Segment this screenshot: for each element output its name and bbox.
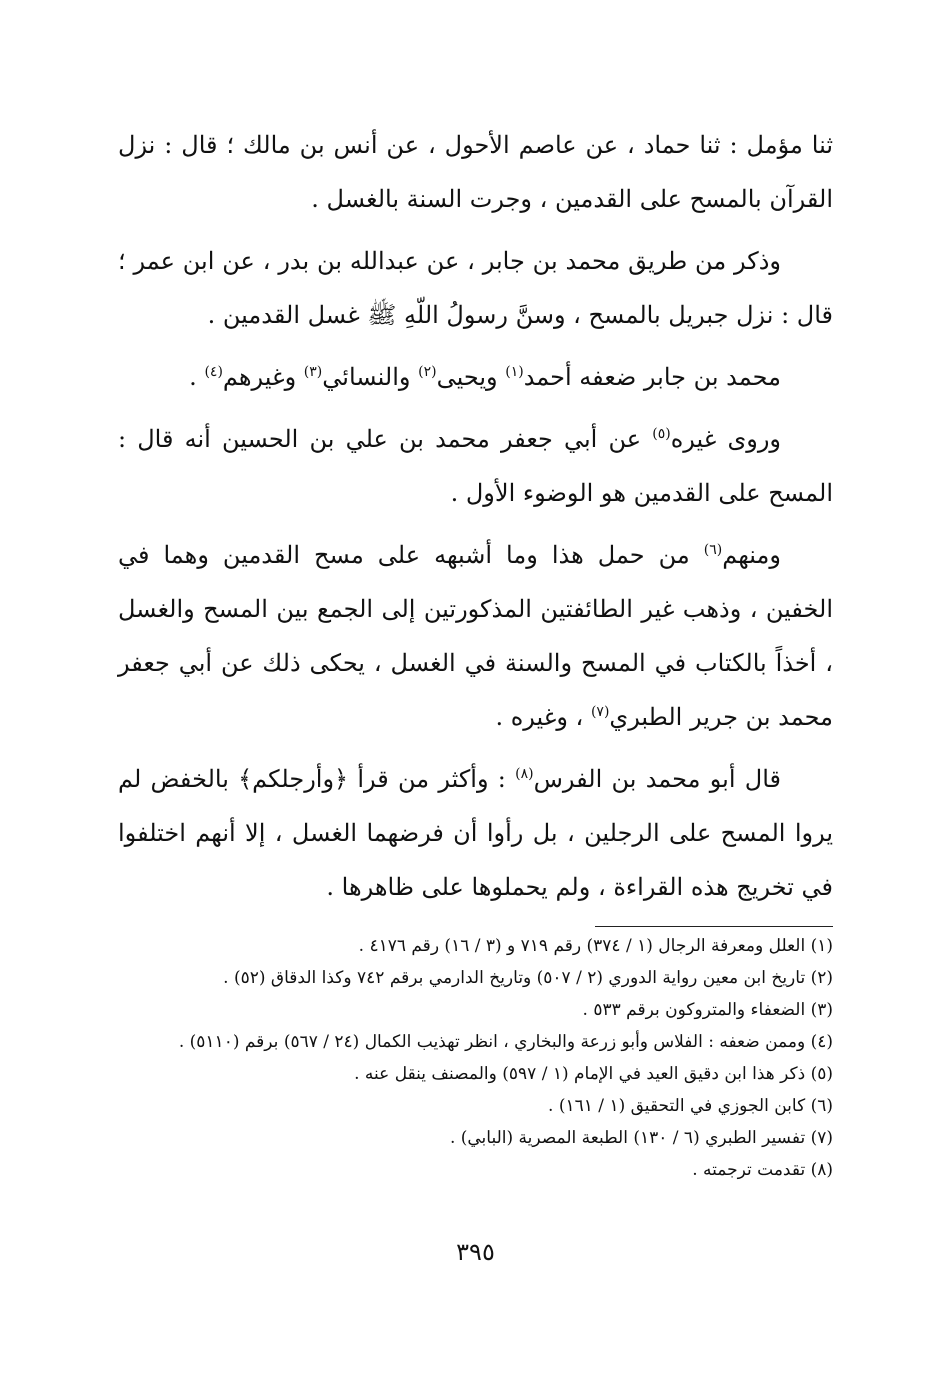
footnote-separator — [595, 926, 833, 927]
footnote-3: (٣) الضعفاء والمتروكون برقم ٥٣٣ . — [582, 1000, 833, 1020]
paragraph-3-text: ويحيى — [436, 363, 506, 391]
footnote-2: (٢) تاريخ ابن معين رواية الدوري (٢ / ٥٠٧) وتاريخ الدارمي برقم ٧٤٢ وكذا الدقاق (٥٢) . — [223, 968, 833, 988]
footnote-4: (٤) وممن ضعفه : الفلاس وأبو زرعة والبخاري ، انظر تهذيب الكمال (٢٤ / ٥٦٧) برقم (٥١١٠) . — [178, 1032, 833, 1052]
footnote-6: (٦) كابن الجوزي في التحقيق (١ / ١٦١) . — [548, 1096, 833, 1116]
footnote-marker-2[interactable]: (٢) — [418, 364, 437, 380]
paragraph-3 — [118, 350, 833, 404]
footnote-marker-4[interactable]: (٤) — [204, 364, 223, 380]
footnote-marker-3[interactable]: (٣) — [303, 364, 323, 380]
footnote-marker-1[interactable]: (١) — [505, 364, 524, 380]
paragraph-5-text: ، وغيره . — [495, 703, 591, 731]
paragraph-5 — [118, 528, 833, 744]
footnote-marker-5[interactable]: (٥) — [652, 426, 671, 442]
main-text — [118, 118, 833, 922]
footnote-marker-6[interactable]: (٦) — [703, 542, 723, 558]
footnote-marker-7[interactable]: (٧) — [590, 704, 610, 720]
paragraph-1: ثنا مؤمل : ثنا حماد ، عن عاصم الأحول ، عن أنس بن مالك ؛ قال : نزل القرآن بالمسح على القدمين ، وجرت السنة بالغسل . — [118, 131, 833, 213]
paragraph-3-text: وغيرهم — [222, 363, 304, 391]
paragraph-3-text: والنسائي — [322, 363, 419, 391]
paragraph-6-text: : وأكثر من قرأ ﴿وأرجلكم﴾ بالخفض لم يروا المسح على الرجلين ، بل رأوا أن فرضهما الغسل ، إلا أنهم اختلفوا في تخريج هذه القراءة ، ولم يحملوها على ظاهرها . — [118, 765, 833, 901]
page-number: ٣٩٥ — [456, 1238, 495, 1266]
footnote-1: (١) العلل ومعرفة الرجال (١ / ٣٧٤) رقم ٧١٩ و (٣ / ١٦) رقم ٤١٧٦ . — [358, 936, 833, 956]
footnote-marker-8[interactable]: (٨) — [515, 766, 534, 782]
paragraph-3-text: محمد بن جابر ضعفه أحمد — [523, 363, 781, 391]
paragraph-2: وذكر من طريق محمد بن جابر ، عن عبدالله بن بدر ، عن ابن عمر ؛ قال : نزل جبريل بالمسح ، وسنَّ رسولُ اللّهِ ﷺ غسل القدمين . — [118, 247, 833, 329]
footnote-5: (٥) ذكر هذا ابن دقيق العيد في الإمام (١ / ٥٩٧) والمصنف ينقل عنه . — [354, 1064, 833, 1084]
paragraph-4-text: عن أبي جعفر محمد بن علي بن الحسين أنه قال : المسح على القدمين هو الوضوء الأول . — [118, 425, 833, 507]
paragraph-5-text: من حمل هذا وما أشبهه على مسح القدمين وهما في الخفين ، وذهب غير الطائفتين المذكورتين إلى الجمع بين المسح والغسل ، أخذاً بالكتاب في المسح والسنة في الغسل ، يحكى ذلك عن أبي جعفر محمد بن جرير الطبري — [118, 541, 834, 731]
footnote-7: (٧) تفسير الطبري (٦ / ١٣٠) الطبعة المصرية (البابي) . — [449, 1128, 833, 1148]
paragraph-4 — [118, 412, 833, 520]
paragraph-5-text: ومنهم — [722, 541, 781, 569]
paragraph-6 — [118, 752, 833, 914]
paragraph-3-text: . — [189, 363, 205, 391]
paragraph-4-text: وروى غيره — [670, 425, 782, 453]
footnotes — [100, 930, 833, 1186]
paragraph-6-text: قال أبو محمد بن الفرس — [533, 765, 781, 793]
footnote-8: (٨) تقدمت ترجمته . — [692, 1160, 833, 1180]
